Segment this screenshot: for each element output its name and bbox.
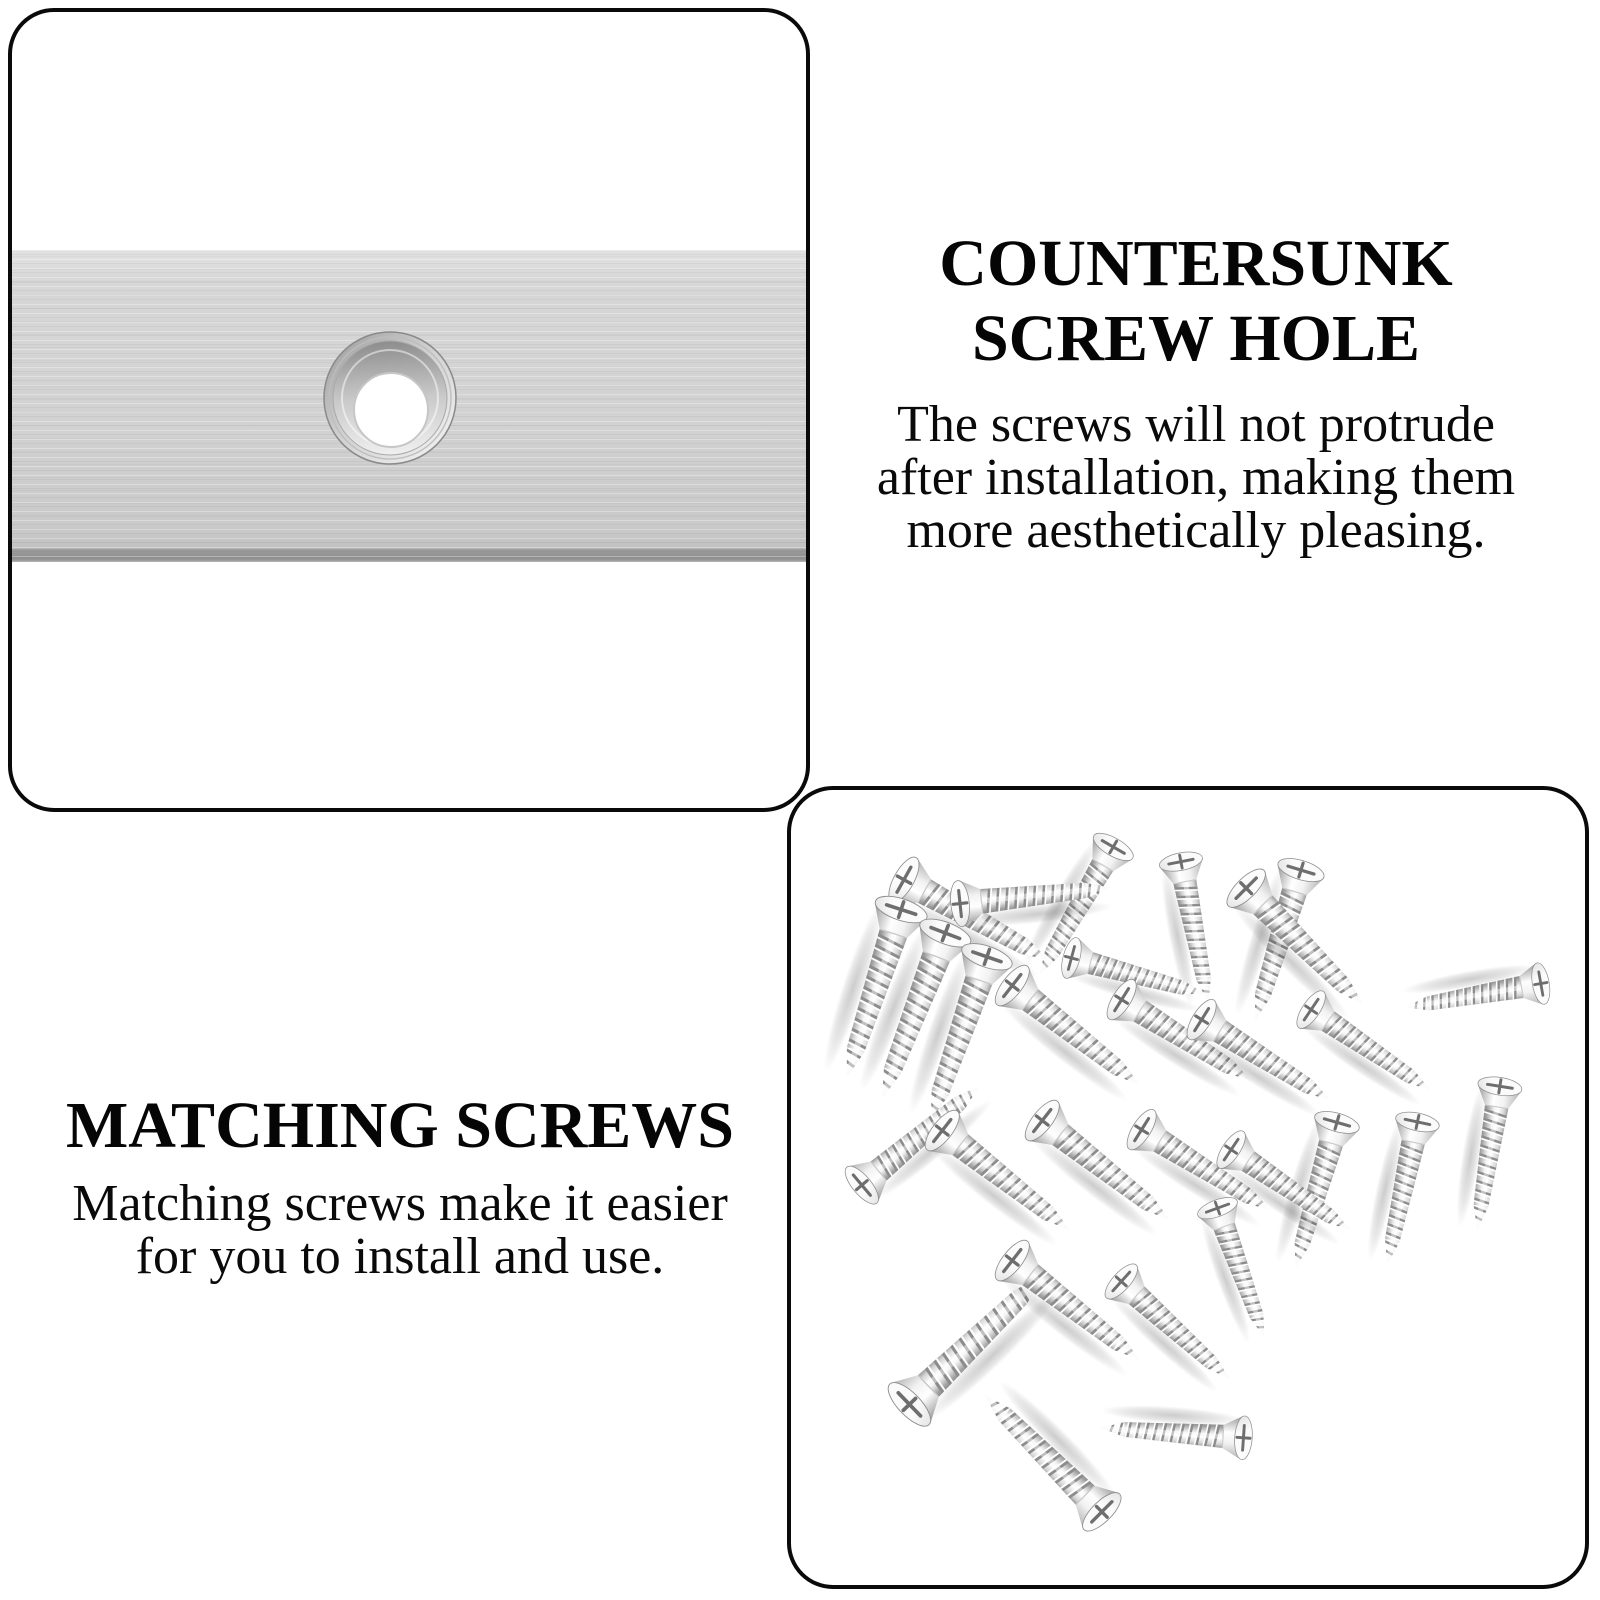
screw	[1401, 957, 1553, 1028]
countersunk-title-line2: SCREW HOLE	[971, 302, 1421, 375]
screws-photo	[791, 790, 1585, 1585]
countersunk-title-line1: COUNTERSUNK	[939, 227, 1453, 300]
screw-pile	[816, 826, 1553, 1537]
screw	[1361, 1108, 1441, 1269]
matching-text-block	[0, 1088, 800, 1283]
matching-body-line1: Matching screws make it easier	[72, 1175, 728, 1232]
countersunk-text-block	[800, 226, 1592, 557]
countersunk-body-line3: more aesthetically pleasing.	[906, 502, 1486, 559]
countersunk-hole	[315, 323, 465, 473]
countersunk-body-line1: The screws will not protrude	[897, 396, 1495, 453]
bar-photo-panel	[8, 8, 810, 812]
screws-photo-panel	[787, 786, 1589, 1589]
matching-body-line2: for you to install and use.	[135, 1228, 665, 1285]
countersunk-body-line2: after installation, making them	[876, 449, 1516, 506]
screw	[1098, 1402, 1254, 1461]
screw	[967, 1373, 1130, 1536]
screw	[1451, 1073, 1523, 1233]
matching-title: MATCHING SCREWS	[65, 1089, 735, 1162]
